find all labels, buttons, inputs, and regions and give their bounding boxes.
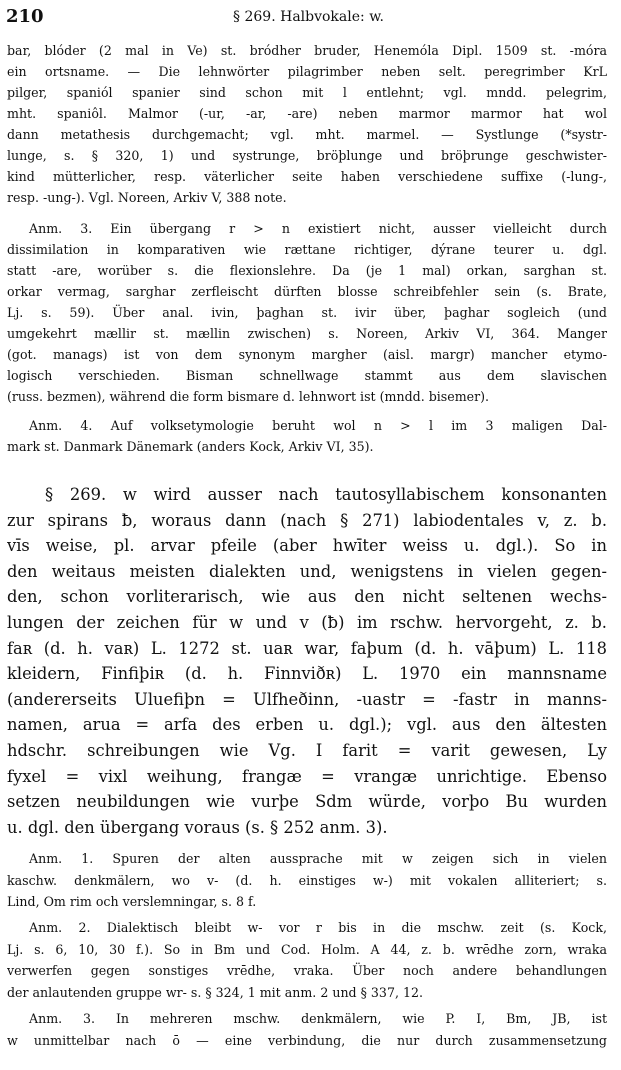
text-line: ein ortsname. — Die lehnwörter pilagrimber neben selt. peregrimber KrL [7,64,607,79]
note-line: der anlautenden gruppe wr- s. § 324, 1 mit anm. 2 und § 337, 12. [7,985,423,1001]
note-line: mark st. Danmark Dänemark (anders Kock, Arkiv VI, 35). [7,439,374,454]
section-line: kleidern, Finfiþiʀ (d. h. Finnviðʀ) L. 1970 ein mannsname [7,664,607,684]
note-line: dissimilation in komparativen wie rættane richtiger, dýrane teurer u. dgl. [7,242,607,257]
section-line: (andererseits Uluefiþn = Ulfheðinn, -uastr = -fastr in manns- [7,689,607,709]
note-line: (got. manags) ist von dem synonym margher (aisl. margr) mancher etymo- [7,347,607,362]
page-header [6,6,611,34]
section-note-anm-1 [7,848,607,913]
text-line: lunge, s. § 320, 1) und systrunge, bröþlunge und bröþrunge geschwister- [7,148,607,163]
section-line: fyxel = vixl weihung, frangæ = vrangæ unrichtige. Ebenso [7,766,607,786]
note-line: (russ. bezmen), während die form bismare d. lehnwort ist (mndd. bisemer). [7,389,490,404]
text-line: bar, blóder (2 mal in Ve) st. bródher bruder, Henemóla Dipl. 1509 st. -móra [7,43,607,58]
section-note-anm-2 [7,917,607,1004]
section-line: u. dgl. den übergang voraus (s. § 252 anm. 3). [7,817,388,837]
note-line: Lj. s. 6, 10, 30 f.). So in Bm und Cod. Holm. A 44, z. b. wrēdhe zorn, wraka [7,941,607,957]
note-line: Anm. 4. Auf volksetymologie beruht wol n > l im 3 maligen Dal- [29,418,607,433]
note-line: Anm. 3. In mehreren mschw. denkmälern, wie P. I, Bm, JB, ist [29,1011,607,1026]
section-line: faʀ (d. h. vaʀ) L. 1272 st. uaʀ war, faþum (d. h. vāþum) L. 118 [7,638,607,658]
section-line: den weitaus meisten dialekten und, wenigstens in vielen gegen- [7,561,607,581]
note-line: statt -are, worüber s. die flexionslehre. Da (je 1 mal) orkan, sarghan st. [7,263,607,278]
text-line: pilger, spaniól spanier sind schon mit l entlehnt; vgl. mndd. pelegrim, [7,85,607,100]
text-line: resp. -ung-). Vgl. Noreen, Arkiv V, 388 note. [7,190,287,205]
text-line: dann metathesis durchgemacht; vgl. mht. marmel. — Systlunge (*systr- [7,127,607,142]
section-line: namen, arua = arfa des erben u. dgl.); vgl. aus den ältesten [7,715,607,735]
note-anm-3 [7,218,607,407]
note-line: verwerfen gegen sonstiges vrēdhe, vraka. Über noch andere behandlungen [7,963,607,979]
section-line: lungen der zeichen für w und v (ƀ) im rschw. hervorgeht, z. b. [7,612,607,632]
note-line: Anm. 3. Ein übergang r > n existiert nicht, ausser vielleicht durch [29,221,607,236]
section-line: setzen neubildungen wie vurþe Sdm würde, vorþo Bu wurden [7,792,607,812]
paragraph-continued [7,40,607,208]
section-line: § 269. w wird ausser nach tautosyllabischem konsonanten [45,485,607,504]
note-line: Lind, Om rim och verslemningar, s. 8 f. [7,894,257,910]
running-head: § 269. Halbvokale: w. [233,9,384,25]
section-line: vīs weise, pl. arvar pfeile (aber hwīter weiss u. dgl.). So in [7,536,607,556]
note-line: orkar vermag, sarghar zerfleischt dürften blosse schreibfehler sein (s. Brate, [7,284,607,299]
section-line: zur spirans ƀ, woraus dann (nach § 271) labiodentales v, z. b. [7,510,607,530]
note-line: Lj. s. 59). Über anal. ivin, þaghan st. ivir über, þaghar sogleich (und [7,305,607,320]
note-line: logisch verschieden. Bisman schnellwage stammt aus dem slavischen [7,368,607,383]
section-line: den, schon vorliterarisch, wie aus den nicht seltenen wechs- [7,587,607,607]
note-line: umgekehrt mællir st. mællin zwischen) s. Noreen, Arkiv VI, 364. Manger [7,326,607,341]
section-269 [7,482,607,840]
section-line: hdschr. schreibungen wie Vg. I farit = varit gewesen, Ly [7,740,607,760]
note-anm-4 [7,415,607,457]
text-line: kind mütterlicher, resp. väterlicher seite haben verschiedene suffixe (-lung-, [7,169,607,184]
note-line: kaschw. denkmälern, wo v- (d. h. einstiges w-) mit vokalen alliteriert; s. [7,872,607,888]
note-line: w unmittelbar nach ō — eine verbindung, die nur durch zusammensetzung [7,1032,607,1048]
page-number: 210 [6,6,44,27]
note-line: Anm. 1. Spuren der alten aussprache mit w zeigen sich in vielen [29,851,607,866]
note-line: Anm. 2. Dialektisch bleibt w- vor r bis in die mschw. zeit (s. Kock, [29,920,607,935]
text-line: mht. spaniôl. Malmor (-ur, -ar, -are) neben marmor marmor hat wol [7,106,607,121]
section-note-anm-3 [7,1008,607,1051]
